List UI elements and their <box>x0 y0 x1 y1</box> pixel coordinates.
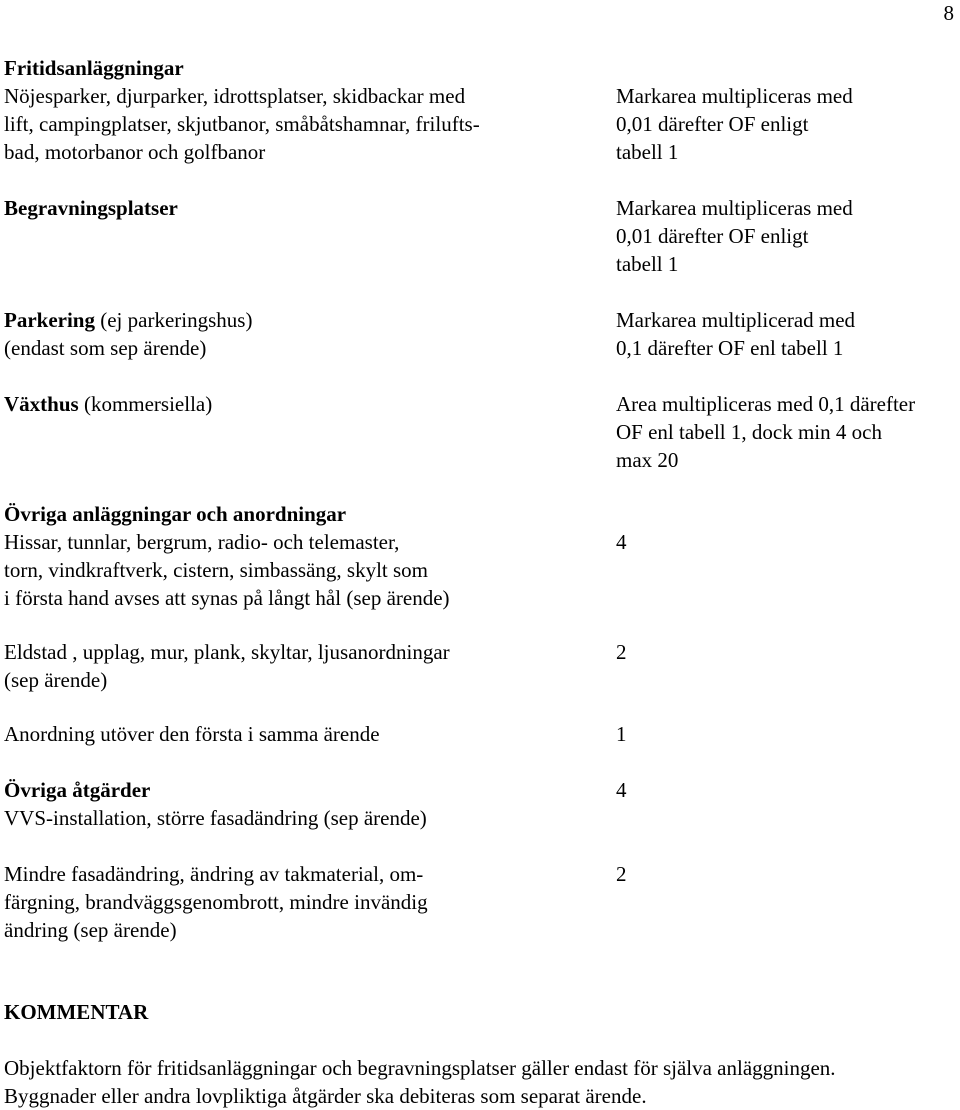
fritid-value-line: Markarea multipliceras med <box>616 84 853 108</box>
ovriga-atg-item1-line: VVS-installation, större fasadändring (sep ärende) <box>4 806 427 830</box>
ovriga-anl-item3-line: Anordning utöver den första i samma ärende <box>4 722 380 746</box>
ovriga-anl-item2-line: Eldstad , upplag, mur, plank, skyltar, ljusanordningar <box>4 640 450 664</box>
fritid-heading: Fritidsanläggningar <box>4 56 184 80</box>
parkering-sub: (endast som sep ärende) <box>4 336 207 360</box>
vaxthus-heading-suffix: (kommersiella) <box>78 392 213 416</box>
ovriga-anl-item2-value: 2 <box>616 640 627 664</box>
parkering-value-line: Markarea multiplicerad med <box>616 308 856 332</box>
parkering-heading-suffix: (ej parkeringshus) <box>94 308 253 332</box>
fritid-desc-line: Nöjesparker, djurparker, idrottsplatser, skidbackar med <box>4 84 466 108</box>
vaxthus-heading: Växthus <box>4 392 79 416</box>
ovriga-atg-item2-line: färgning, brandväggsgenombrott, mindre invändig <box>4 890 428 914</box>
ovriga-atg-heading-value: 4 <box>616 778 627 802</box>
begravning-value-line: 0,01 därefter OF enligt <box>616 224 809 248</box>
ovriga-anl-item3-value: 1 <box>616 722 627 746</box>
ovriga-anl-heading: Övriga anläggningar och anordningar <box>4 502 347 526</box>
page-number: 8 <box>943 1 954 25</box>
kommentar-body <box>4 1054 956 1110</box>
ovriga-anl-item1-value: 4 <box>616 530 627 554</box>
ovriga-anl-item1-line: Hissar, tunnlar, bergrum, radio- och telemaster, <box>4 530 400 554</box>
begravning-value-line: Markarea multipliceras med <box>616 196 853 220</box>
vaxthus-value-line: OF enl tabell 1, dock min 4 och <box>616 420 882 444</box>
vaxthus-value-line: max 20 <box>616 448 679 472</box>
kommentar-heading: KOMMENTAR <box>4 1000 149 1024</box>
fritid-value-line: 0,01 därefter OF enligt <box>616 112 809 136</box>
fritid-value-line: tabell 1 <box>616 140 679 164</box>
kommentar-line: Objektfaktorn för fritidsanläggningar och begravningsplatser gäller endast för själva anläggningen. <box>4 1056 836 1080</box>
parkering-value-line: 0,1 därefter OF enl tabell 1 <box>616 336 844 360</box>
fritid-desc-line: bad, motorbanor och golfbanor <box>4 140 266 164</box>
ovriga-atg-item2-value: 2 <box>616 862 627 886</box>
ovriga-anl-item1-line: i första hand avses att synas på långt hål (sep ärende) <box>4 586 450 610</box>
vaxthus-value-line: Area multipliceras med 0,1 därefter <box>616 392 916 416</box>
kommentar-line: Byggnader eller andra lovpliktiga åtgärder ska debiteras som separat ärende. <box>4 1084 647 1108</box>
parkering-heading: Parkering <box>4 308 95 332</box>
ovriga-anl-item2-line: (sep ärende) <box>4 668 108 692</box>
section-kommentar <box>4 998 956 1026</box>
begravning-heading: Begravningsplatser <box>4 196 178 220</box>
ovriga-atg-item2-line: Mindre fasadändring, ändring av takmaterial, om- <box>4 862 424 886</box>
fritid-desc-line: lift, campingplatser, skjutbanor, småbåtshamnar, frilufts- <box>4 112 480 136</box>
parkering-heading-line <box>4 306 604 334</box>
ovriga-anl-item1-line: torn, vindkraftverk, cistern, simbassäng, skylt som <box>4 558 429 582</box>
ovriga-atg-item2-line: ändring (sep ärende) <box>4 918 177 942</box>
begravning-value-line: tabell 1 <box>616 252 679 276</box>
vaxthus-heading-line <box>4 390 604 418</box>
ovriga-atg-heading: Övriga åtgärder <box>4 778 151 802</box>
